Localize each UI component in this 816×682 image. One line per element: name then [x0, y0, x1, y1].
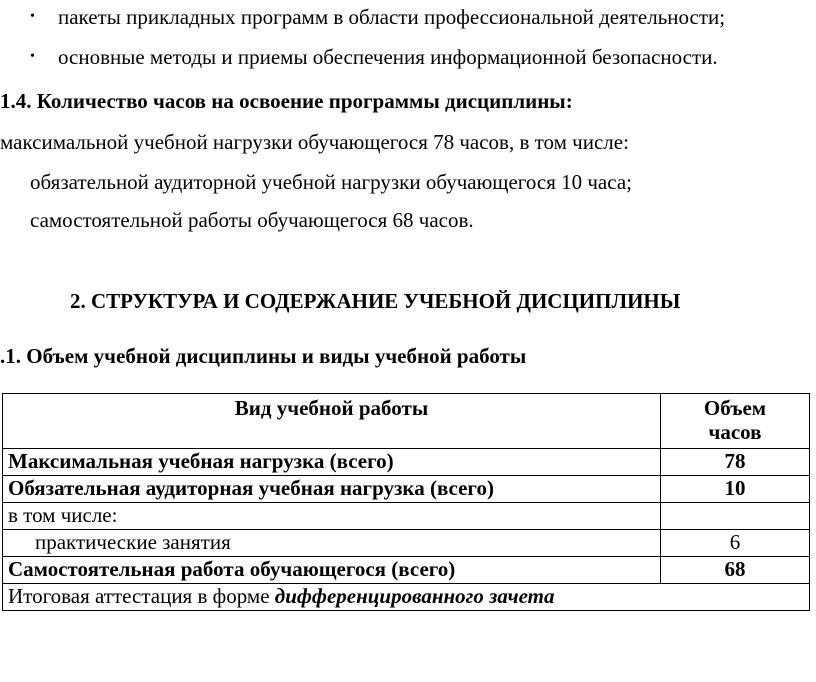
header-hours-line2: часов: [708, 420, 762, 444]
final-assessment-form: дифференцированного зачета: [274, 584, 555, 608]
header-cell-hours: [661, 394, 810, 449]
bullet-item: основные методы и приемы обеспечения информационной безопасности.: [58, 45, 718, 69]
subsection-heading: .1. Объем учебной дисциплины и виды учебной работы: [0, 344, 527, 368]
paragraph-mandatory: обязательной аудиторной учебной нагрузки обучающегося 10 часа;: [30, 170, 632, 194]
row-label: в том числе:: [3, 503, 661, 530]
final-assessment-prefix: Итоговая аттестация в форме: [8, 584, 275, 608]
row-label: Самостоятельная работа обучающегося (всего): [3, 557, 661, 584]
bullet-item: пакеты прикладных программ в области профессиональной деятельности;: [58, 5, 726, 29]
row-value: 78: [661, 449, 810, 476]
section-heading: 1.4. Количество часов на освоение программы дисциплины:: [0, 89, 573, 113]
row-value: [661, 503, 810, 530]
bullet-marker: •: [30, 49, 35, 64]
row-label: Максимальная учебная нагрузка (всего): [3, 449, 661, 476]
row-value: 6: [661, 530, 810, 557]
table-header-row: [3, 394, 810, 449]
paragraph-max-load: максимальной учебной нагрузки обучающегося 78 часов, в том числе:: [0, 130, 629, 154]
header-cell-type: Вид учебной работы: [3, 394, 661, 449]
hours-table: [2, 393, 810, 611]
bullet-marker: •: [30, 9, 35, 24]
table-row: [3, 557, 810, 584]
table-row: [3, 476, 810, 503]
paragraph-independent: самостоятельной работы обучающегося 68 часов.: [30, 208, 474, 232]
row-label: практические занятия: [3, 530, 661, 557]
table-row: [3, 503, 810, 530]
table-row: [3, 449, 810, 476]
final-assessment-cell: [3, 584, 810, 611]
row-value: 68: [661, 557, 810, 584]
header-hours-line1: Объем: [703, 396, 767, 420]
chapter-heading: 2. СТРУКТУРА И СОДЕРЖАНИЕ УЧЕБНОЙ ДИСЦИПЛИНЫ: [70, 289, 681, 313]
row-value: 10: [661, 476, 810, 503]
table-row-final: [3, 584, 810, 611]
row-label: Обязательная аудиторная учебная нагрузка (всего): [3, 476, 661, 503]
table-row: [3, 530, 810, 557]
